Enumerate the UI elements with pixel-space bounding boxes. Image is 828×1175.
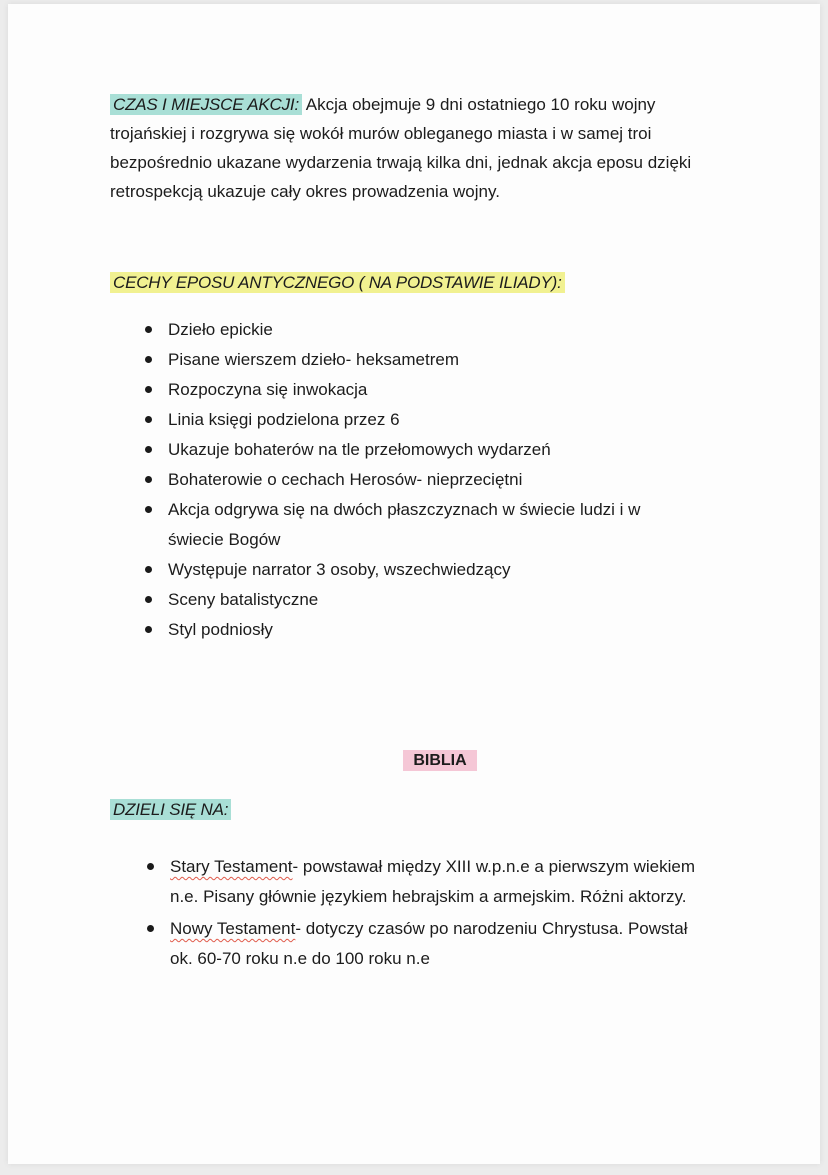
list-item: Styl podniosły xyxy=(142,615,710,645)
bullet-icon xyxy=(147,863,154,870)
heading-czas-i-miejsce: CZAS I MIEJSCE AKCJI: xyxy=(110,94,302,115)
bullet-icon xyxy=(145,506,152,513)
document-content xyxy=(110,90,710,976)
list-item: Sceny batalistyczne xyxy=(142,585,710,615)
bullet-icon xyxy=(145,446,152,453)
section-dzieli-sie xyxy=(110,795,710,974)
biblia-list xyxy=(144,852,704,974)
term-nowy-testament: Nowy Testament xyxy=(170,919,296,938)
list-item: Akcja odgrywa się na dwóch płaszczyznach w świecie ludzi i w świecie Bogów xyxy=(142,495,688,555)
term-stary-testament: Stary Testament xyxy=(170,857,293,876)
section-czas-i-miejsce xyxy=(110,90,700,206)
list-item: Dzieło epickie xyxy=(142,315,710,345)
list-item: Linia księgi podzielona przez 6 xyxy=(142,405,710,435)
desc-nowy-testament: - dotyczy czasów po narodzeniu Chrystusa. Powstał ok. 60-70 roku n.e do 100 roku n.e xyxy=(170,919,688,968)
bullet-icon xyxy=(145,566,152,573)
list-item: Występuje narrator 3 osoby, wszechwiedzący xyxy=(142,555,710,585)
biblia-title: BIBLIA xyxy=(403,750,476,771)
cechy-eposu-list xyxy=(142,315,710,645)
biblia-title-wrap xyxy=(110,745,710,775)
section-cechy-eposu xyxy=(110,268,710,645)
heading-dzieli-sie: DZIELI SIĘ NA: xyxy=(110,799,231,820)
bullet-icon xyxy=(145,626,152,633)
heading-cechy-eposu: CECHY EPOSU ANTYCZNEGO ( NA PODSTAWIE ILIADY): xyxy=(110,272,565,293)
bullet-icon xyxy=(145,596,152,603)
bullet-icon xyxy=(145,416,152,423)
bullet-icon xyxy=(147,925,154,932)
desc-stary-testament: - powstawał między XIII w.p.n.e a pierwszym wiekiem n.e. Pisany głównie językiem hebrajskim a armejskim. Różni aktorzy. xyxy=(170,857,695,906)
list-item: Pisane wierszem dzieło- heksametrem xyxy=(142,345,710,375)
list-item: Ukazuje bohaterów na tle przełomowych wydarzeń xyxy=(142,435,710,465)
paragraph-czas-i-miejsce: Akcja obejmuje 9 dni ostatniego 10 roku wojny trojańskiej i rozgrywa się wokół murów obleganego miasta i w samej troi bezpośrednio ukazane wydarzenia trwają kilka dni, jednak akcja eposu dzięki retrospekcją ukazuje cały okres prowadzenia wojny. xyxy=(110,95,692,201)
list-item: Bohaterowie o cechach Herosów- nieprzeciętni xyxy=(142,465,710,495)
bullet-icon xyxy=(145,386,152,393)
bullet-icon xyxy=(145,476,152,483)
bullet-icon xyxy=(145,326,152,333)
list-item-stary-testament xyxy=(144,852,704,912)
bullet-icon xyxy=(145,356,152,363)
list-item: Rozpoczyna się inwokacja xyxy=(142,375,710,405)
document-page xyxy=(8,4,820,1164)
list-item-nowy-testament xyxy=(144,914,704,974)
